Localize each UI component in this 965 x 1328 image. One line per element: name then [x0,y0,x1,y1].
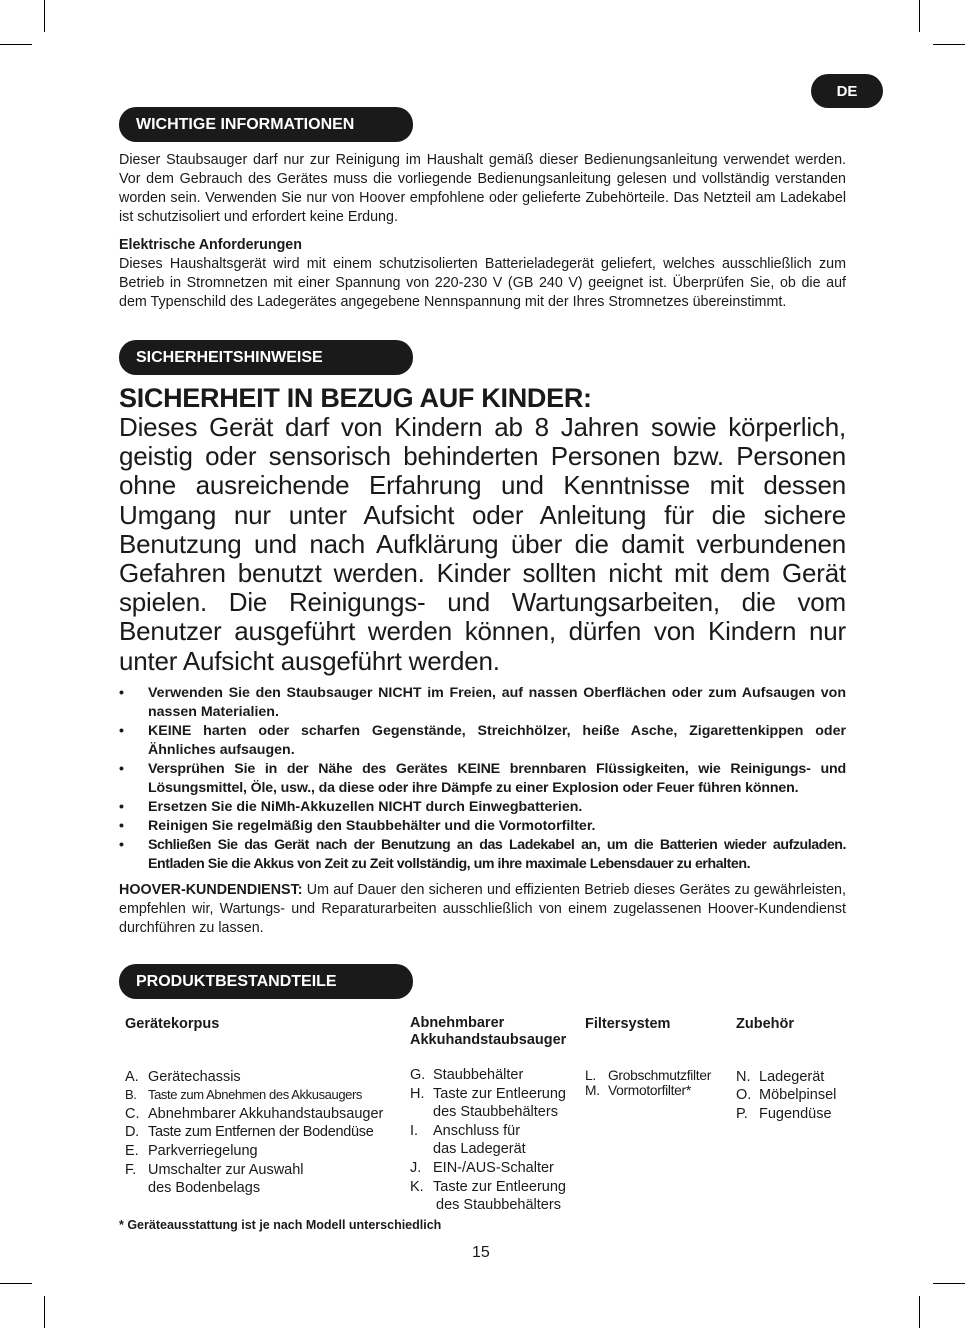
bullet-icon: • [119,818,124,834]
crop-mark [44,0,45,32]
electrical-heading: Elektrische Anforderungen [119,237,302,253]
part-item [125,1068,410,1087]
important-paragraph: Dieser Staubsauger darf nur zur Reinigung im Haushalt gemäß dieser Bedienungsanleitung verwendet werden. Vor dem Gebrauch des Gerätes muss die vorliegende Bedienungsanleitung gelesen und vollständig verstanden worden sein. Verwenden Sie nur von Hoover empfohlene oder gelieferte Zubehörteile. Das Netzteil am Ladekabel ist schutzisoliert und erfordert keine Erdung. [119,152,846,225]
crop-mark [933,44,965,45]
parts-column-handheld [410,1015,582,1215]
safety-bullet [119,684,846,722]
part-key: C. [125,1105,140,1122]
section-header-parts: PRODUKTBESTANDTEILE [119,964,413,999]
part-item-continuation: das Ladegerät [433,1141,526,1158]
parts-column-accessories [736,1015,851,1123]
part-key: K. [410,1178,424,1195]
safety-bullet [119,836,846,874]
part-label: Ladegerät [759,1068,825,1085]
safety-bullet [119,722,846,760]
safety-bullet [119,817,846,836]
crop-mark [933,1283,965,1284]
column-heading: Zubehör [736,1016,794,1032]
column-heading [410,1015,582,1049]
part-key: F. [125,1161,137,1178]
column-heading-line: Abnehmbarer [410,1015,505,1031]
bullet-icon: • [119,685,124,701]
safety-bullet [119,760,846,798]
crop-mark [0,44,32,45]
column-heading: Gerätekorpus [125,1016,220,1032]
part-key: J. [410,1159,422,1176]
part-key: N. [736,1068,751,1085]
safety-bullet [119,798,846,817]
safety-bullet-text: KEINE harten oder scharfen Gegenstände, Streichhölzer, heiße Asche, Zigarettenkippen oder Ähnliches aufsaugen. [148,723,846,758]
page-number: 15 [472,1244,490,1261]
children-safety-text: Dieses Gerät darf von Kindern ab 8 Jahren sowie körperlich, geistig oder sensorisch behinderten Personen bzw. Personen ohne ausreichende Erfahrung und Kenntnisse mit dessen Umgang nur unter Aufsicht oder Anleitung für die sichere Benutzung und nach Aufklärung über die damit verbundenen Gefahren benutzt werden. Kinder sollten nicht mit dem Gerät spielen. Die Reinigungs- und Wartungsarbeiten, die vom Benutzer ausgeführt werden können, dürfen von Kindern nur unter Aufsicht ausgeführt werden. [119,412,846,676]
part-item [410,1122,582,1141]
column-heading: Filtersystem [585,1016,671,1032]
bullet-icon: • [119,837,124,853]
safety-bullet-text: Schließen Sie das Gerät nach der Benutzung an das Ladekabel an, um die Batterien wieder aufzuladen. Entladen Sie die Akkus von Zeit zu Zeit vollständig, um ihre maximale Lebensdauer zu erhalten. [148,837,846,872]
part-item [125,1142,410,1161]
part-label: Parkverriegelung [148,1142,258,1159]
safety-bullet-text: Verwenden Sie den Staubsauger NICHT im Freien, auf nassen Oberflächen oder zum Aufsaugen von nassen Materialien. [148,685,846,720]
safety-bullet-text: Versprühen Sie in der Nähe des Gerätes KEINE brennbaren Flüssigkeiten, wie Reinigungs- und Lösungsmittel, Öle, usw., da diese oder ihre Dämpfe zu einer Explosion oder Feuer führen können. [148,761,846,796]
part-key: O. [736,1087,752,1104]
part-label: Anschluss für [433,1122,521,1139]
part-item [125,1161,410,1180]
bullet-icon: • [119,761,124,777]
part-label: Taste zum Abnehmen des Akkusaugers [148,1087,363,1103]
part-label: Taste zur Entleerung [433,1085,566,1102]
part-key: H. [410,1085,425,1102]
parts-column-body [125,1015,410,1198]
crop-mark [919,0,920,32]
part-key: B. [125,1087,137,1103]
part-label: Möbelpinsel [759,1087,837,1104]
part-key: M. [585,1082,600,1098]
crop-mark [0,1283,32,1284]
part-item [125,1086,410,1105]
part-label: Umschalter zur Auswahl [148,1161,304,1178]
column-heading-line: Akkuhandstaubsauger [410,1032,567,1048]
safety-bullet-list [119,684,846,874]
part-key: G. [410,1067,426,1083]
electrical-block [119,236,846,312]
language-badge: DE [811,74,883,108]
part-item-continuation: des Staubbehälters [436,1197,561,1214]
part-key: A. [125,1068,139,1085]
bullet-icon: • [119,723,124,739]
part-key: P. [736,1105,748,1122]
part-item [410,1066,582,1085]
part-label: Taste zum Entfernen der Bodendüse [148,1124,374,1141]
safety-bullet-text: Ersetzen Sie die NiMh-Akkuzellen NICHT durch Einwegbatterien. [148,799,583,815]
part-label: Staubbehälter [433,1067,524,1083]
part-item [585,1068,733,1083]
part-label: Fugendüse [759,1105,832,1122]
bullet-icon: • [119,799,124,815]
part-item [410,1178,582,1197]
part-label: Vormotorfilter* [608,1082,691,1098]
part-item [410,1159,582,1178]
part-label: Abnehmbarer Akkuhandstaubsauger [148,1105,384,1122]
customer-service-text: Um auf Dauer den sicheren und effizienten Betrieb dieses Gerätes zu gewährleisten, empfehlen wir, Wartungs- und Reparaturarbeiten ausschließlich von einem zugelassenen Hoover-Kundendienst durchführen zu lassen. [119,882,846,936]
part-label: Taste zur Entleerung [433,1178,566,1195]
part-item [585,1083,733,1098]
part-item [410,1085,582,1104]
electrical-text: Dieses Haushaltsgerät wird mit einem schutzisolierten Batterieladegerät geliefert, welches ausschließlich zum Betrieb in Stromnetzen mit einer Spannung von 220-230 V (GB 240 V) geeignet ist. Überprüfen Sie, ob die auf dem Typenschild des Ladegerätes angegebene Nennspannung mit der Ihres Stromnetzes übereinstimmt. [119,256,846,310]
part-item [125,1123,410,1142]
part-item-continuation: des Bodenbelags [148,1180,261,1197]
part-key: D. [125,1124,139,1141]
part-label: EIN-/AUS-Schalter [433,1159,554,1176]
customer-service-label: HOOVER-KUNDENDIENST: [119,882,303,898]
part-item [736,1105,851,1124]
crop-mark [919,1296,920,1328]
part-key: I. [410,1122,419,1139]
section-header-safety: SICHERHEITSHINWEISE [119,340,413,375]
parts-column-filter [585,1015,733,1098]
part-item [736,1068,851,1087]
part-item [736,1086,851,1105]
safety-bullet-text: Reinigen Sie regelmäßig den Staubbehälter und die Vormotorfilter. [148,818,596,834]
part-label: Gerätechassis [148,1068,241,1085]
part-item-continuation: des Staubbehälters [433,1104,558,1121]
section-header-important: WICHTIGE INFORMATIONEN [119,107,413,142]
crop-mark [44,1296,45,1328]
part-label: Grobschmutzfilter [608,1067,712,1083]
part-key: E. [125,1142,139,1159]
customer-service-paragraph [119,881,846,938]
part-item [125,1105,410,1124]
children-safety-heading: SICHERHEIT IN BEZUG AUF KINDER: [119,383,592,413]
part-key: L. [585,1067,596,1083]
footnote: * Geräteausstattung ist je nach Modell unterschiedlich [119,1218,442,1232]
